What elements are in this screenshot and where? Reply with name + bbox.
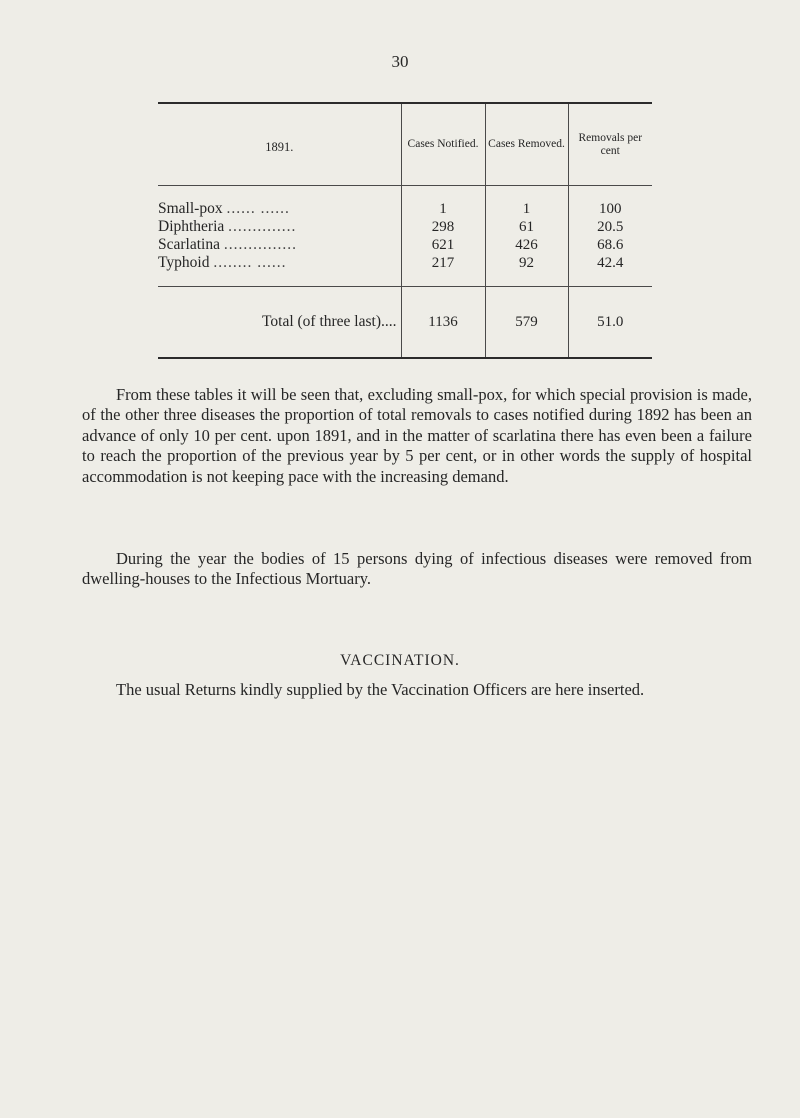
leader-dots: ........ ...... <box>213 254 287 271</box>
removed-cell: 92 <box>485 254 568 287</box>
per-cent-cell: 100 <box>568 186 652 219</box>
total-removed: 579 <box>485 287 568 359</box>
table-row <box>158 236 652 254</box>
table-row <box>158 218 652 236</box>
disease-cell: Small-pox ...... ...... <box>158 200 290 217</box>
leader-dots: ...... ...... <box>226 200 290 217</box>
removed-cell: 426 <box>485 236 568 254</box>
header-removals-per-cent: Removals per cent <box>568 103 652 186</box>
header-cases-removed: Cases Removed. <box>485 103 568 186</box>
leader-dots: ............... <box>223 236 297 253</box>
disease-cell: Scarlatina ............... <box>158 236 297 253</box>
table-row <box>158 254 652 287</box>
header-year: 1891. <box>158 103 401 186</box>
section-heading-vaccination: VACCINATION. <box>340 652 460 669</box>
removed-cell: 61 <box>485 218 568 236</box>
paragraph-removals-summary: From these tables it will be seen that, excluding small-pox, for which special provision is made, of the other three diseases the proportion of total removals to cases notified during 1892 has been an advance of only 10 per cent. upon 1891, and in the matter of scarlatina there has even been a failure to reach the proportion of the previous year by 5 per cent, or in other words the supply of hospital accommodation is not keeping pace with the increasing demand. <box>82 385 752 486</box>
notified-cell: 1 <box>401 186 485 219</box>
total-label: Total (of three last).... <box>158 287 401 359</box>
paragraph-vaccination-returns: The usual Returns kindly supplied by the Vaccination Officers are here inserted. <box>116 680 645 699</box>
notified-cell: 621 <box>401 236 485 254</box>
disease-cell: Typhoid ........ ...... <box>158 254 287 271</box>
total-per-cent: 51.0 <box>568 287 652 359</box>
notified-cell: 298 <box>401 218 485 236</box>
notified-cell: 217 <box>401 254 485 287</box>
disease-cell: Diphtheria .............. <box>158 218 297 235</box>
removals-table <box>158 102 652 359</box>
table-row <box>158 186 652 219</box>
paragraph-mortuary: During the year the bodies of 15 persons dying of infectious diseases were removed from dwelling-houses to the Infectious Mortuary. <box>82 549 752 589</box>
page-number: 30 <box>391 52 409 71</box>
per-cent-cell: 20.5 <box>568 218 652 236</box>
removed-cell: 1 <box>485 186 568 219</box>
leader-dots: .............. <box>228 218 297 235</box>
total-notified: 1136 <box>401 287 485 359</box>
table-header-row <box>158 103 652 186</box>
total-row <box>158 287 652 359</box>
header-cases-notified: Cases Notified. <box>401 103 485 186</box>
per-cent-cell: 68.6 <box>568 236 652 254</box>
per-cent-cell: 42.4 <box>568 254 652 287</box>
